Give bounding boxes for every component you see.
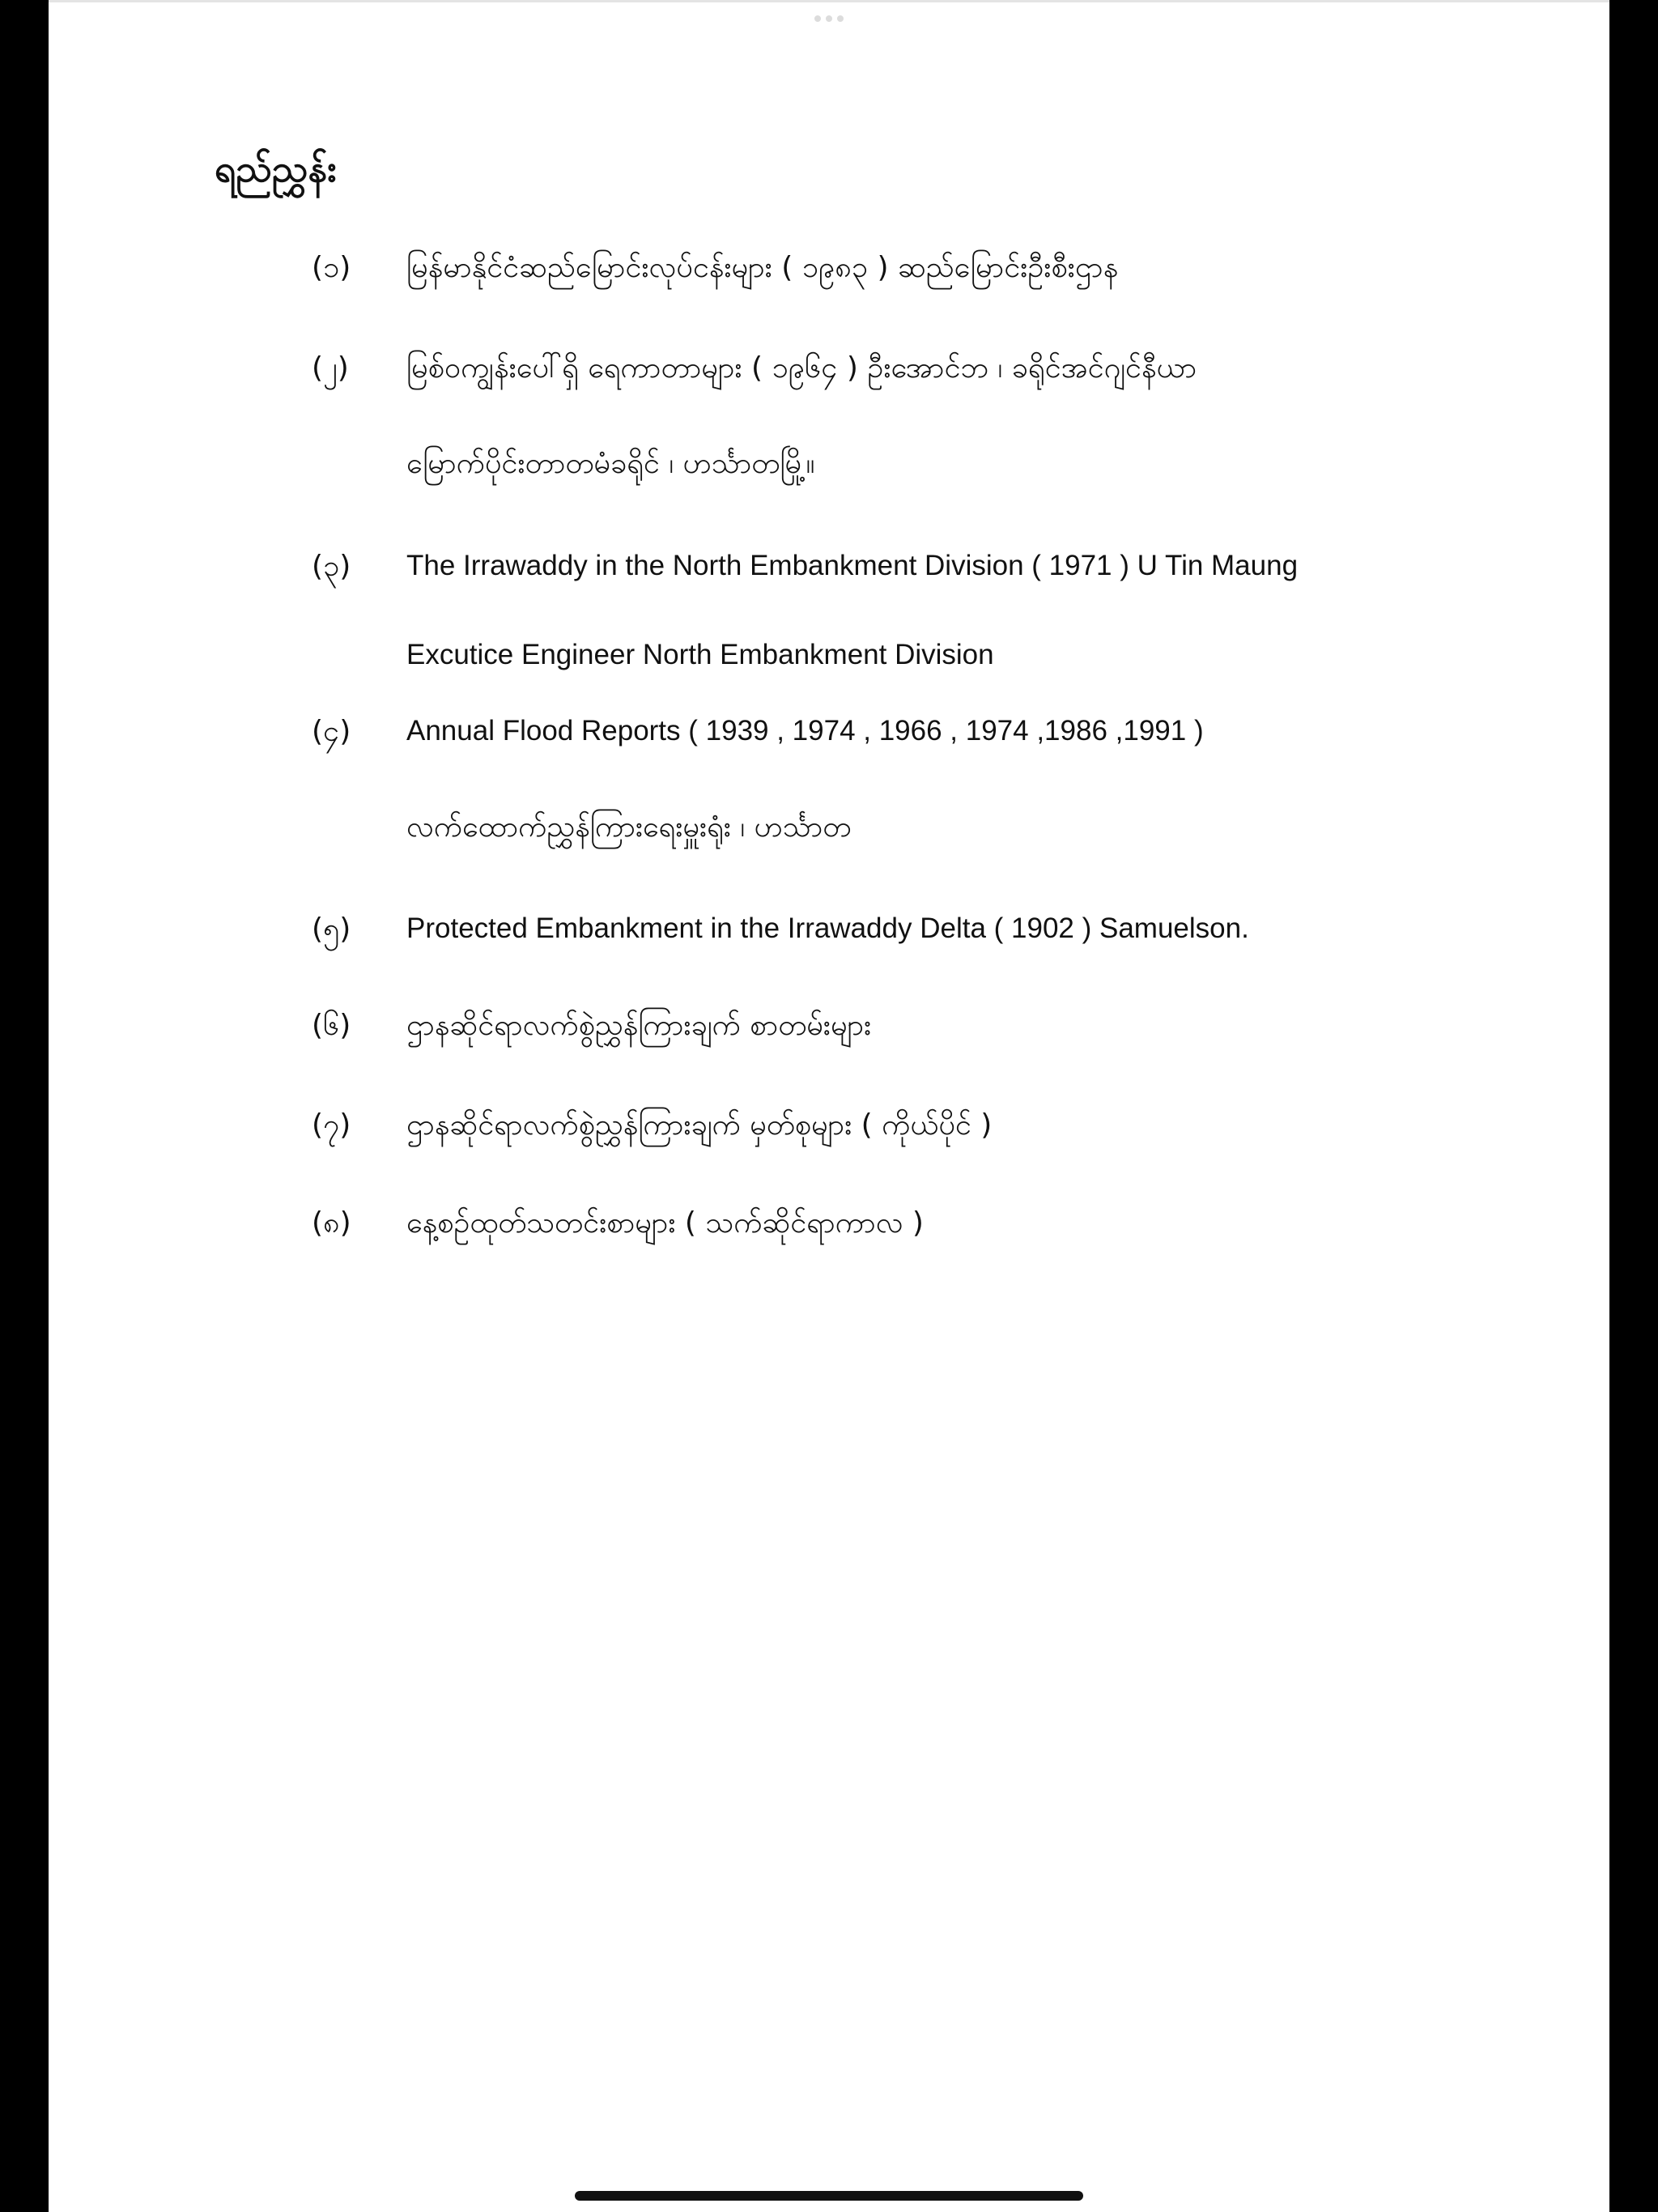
- home-indicator[interactable]: [575, 2191, 1083, 2201]
- reference-text: The Irrawaddy in the North Embankment Division ( 1971 ) U Tin Maung: [406, 550, 1299, 581]
- reference-text-continued: လက်ထောက်ညွှန်ကြားရေးမှူးရုံး ၊ ဟင်္သာတ: [406, 810, 852, 844]
- dot-icon: [826, 15, 832, 22]
- reference-number: (၂): [312, 351, 349, 385]
- reference-number: (၈): [312, 1206, 351, 1240]
- reference-number: (၅): [312, 912, 351, 946]
- reference-number: (၁): [312, 251, 351, 284]
- reference-text: ဌာနဆိုင်ရာလက်စွဲညွှန်ကြားချက် မှတ်စုများ ( ကိုယ်ပိုင် ): [406, 1108, 993, 1142]
- dot-icon: [837, 15, 844, 22]
- reference-text-continued: မြောက်ပိုင်းတာတမံခရိုင် ၊ ဟင်္သာတမြို့။: [406, 447, 815, 480]
- reference-text: Annual Flood Reports ( 1939 , 1974 , 1966 , 1974 ,1986 ,1991 ): [406, 715, 1204, 747]
- reference-number: (၃): [312, 550, 351, 583]
- reference-text: မြစ်ဝကျွန်းပေါ်ရှိ ရေကာတာများ ( ၁၉၆၄ ) ဦးအောင်ဘ ၊ ခရိုင်အင်ဂျင်နီယာ: [406, 351, 1197, 385]
- reference-text: ဌာနဆိုင်ရာလက်စွဲညွှန်ကြားချက် စာတမ်းများ: [406, 1009, 872, 1042]
- reference-text: နေ့စဉ်ထုတ်သတင်းစာများ ( သက်ဆိုင်ရာကာလ ): [406, 1206, 924, 1240]
- reference-text: မြန်မာနိုင်ငံဆည်မြောင်းလုပ်ငန်းများ ( ၁၉၈၃ ) ဆည်မြောင်းဦးစီးဌာန: [406, 251, 1119, 284]
- drag-handle[interactable]: [814, 15, 844, 22]
- page-heading: ရည်ညွှန်း: [215, 147, 337, 190]
- reference-number: (၆): [312, 1009, 351, 1042]
- reference-text-continued: Excutice Engineer North Embankment Division: [406, 639, 994, 670]
- reference-text: Protected Embankment in the Irrawaddy Delta ( 1902 ) Samuelson.: [406, 912, 1249, 944]
- reference-number: (၇): [312, 1108, 351, 1142]
- document-page[interactable]: [49, 0, 1609, 2212]
- reference-number: (၄): [312, 715, 351, 748]
- dot-icon: [814, 15, 821, 22]
